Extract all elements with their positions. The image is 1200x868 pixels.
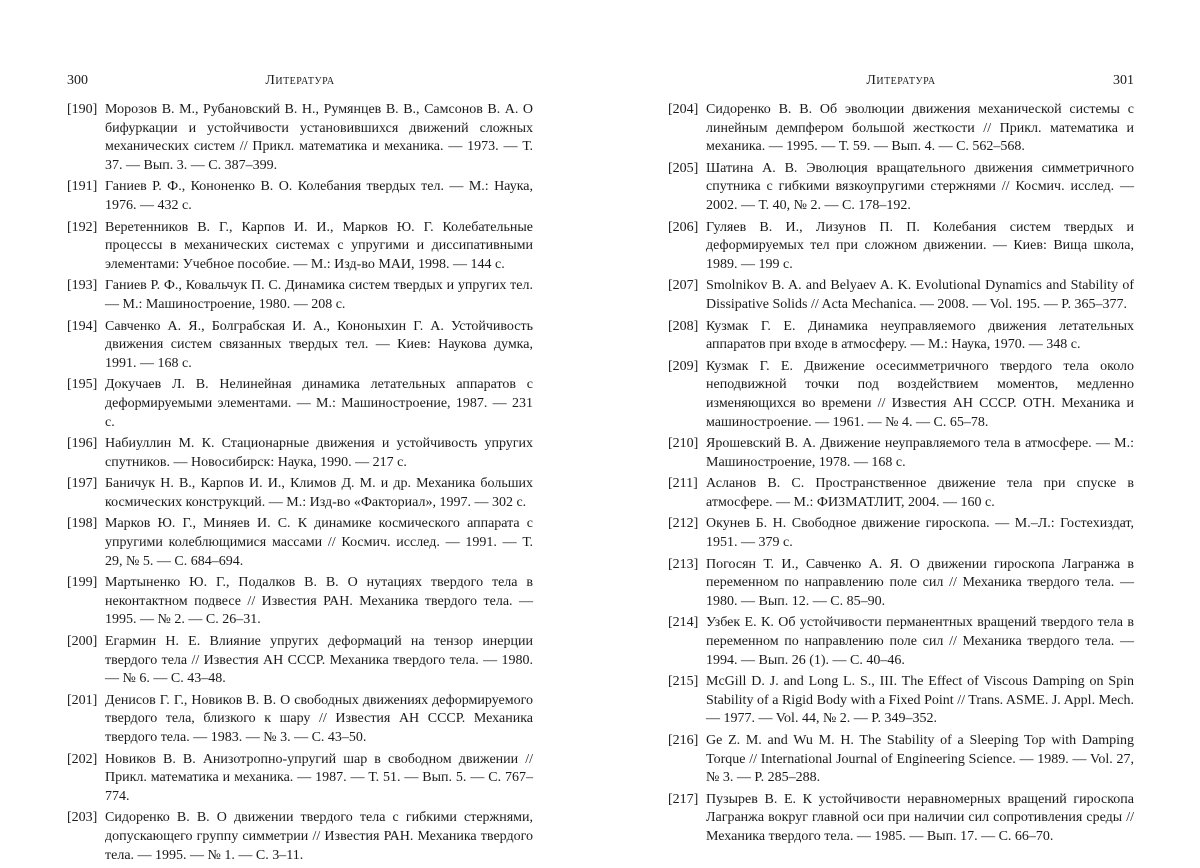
page-number-right: 301 [1113,73,1134,88]
reference-text: Веретенников В. Г., Карпов И. И., Марков Ю. Г. Колебательные процессы в механических системах с упругими и диссипативными элементами: Учебное пособие. — М.: Изд-во МАИ, 1998. — 144 с. [105,219,533,272]
reference-text: Окунев Б. Н. Свободное движение гироскопа. — М.–Л.: Гостехиздат, 1951. — 379 с. [706,516,1134,551]
reference-entry [668,219,1134,275]
reference-entry [668,515,1134,552]
reference-text: Мартыненко Ю. Г., Подалков В. В. О нутациях твердого тела в неконтактном подвесе // Известия РАН. Механика твердого тела. — 1995. — № 2. — С. 26–31. [105,575,533,628]
reference-number: [202] [67,751,98,767]
reference-text: Шатина А. В. Эволюция вращательного движения симметричного спутника с гибкими вязкоупругими стержнями // Космич. исслед. — 2002. — Т. 40, № 2. — С. 178–192. [706,160,1134,213]
reference-number: [213] [668,556,699,572]
reference-entry [67,574,533,630]
reference-number: [200] [67,634,98,650]
reference-number: [191] [67,179,98,195]
reference-entry [668,791,1134,847]
reference-text: Асланов В. С. Пространственное движение тела при спуске в атмосфере. — М.: ФИЗМАТЛИТ, 2004. — 160 с. [706,476,1134,510]
reference-text: Морозов В. М., Рубановский В. Н., Румянцев В. В., Самсонов В. А. О бифуркации и устойчивости установившихся движений сложных механических систем // Прикл. математика и механика. — 1973. — Т. 37. — Вып. 3. — С. 387–399. [105,102,533,173]
reference-text: Кузмак Г. Е. Динамика неуправляемого движения летательных аппаратов при входе в атмосферу. — М.: Наука, 1970. — 348 с. [706,318,1134,353]
reference-entry [67,515,533,571]
page-left [67,0,533,863]
reference-entry [668,475,1134,512]
reference-number: [209] [668,358,699,374]
reference-text: Ганиев Р. Ф., Кононенко В. О. Колебания твердых тел. — М.: Наука, 1976. — 432 с. [105,179,533,213]
reference-entry [67,318,533,374]
reference-number: [196] [67,436,98,452]
reference-text: Погосян Т. И., Савченко А. Я. О движении гироскопа Лагранжа в переменном по направлению поле сил // Механика твердого тела. — 1980. — Вып. 12. — С. 85–90. [706,556,1134,609]
reference-text: Егармин Н. Е. Влияние упругих деформаций на тензор инерции твердого тела // Известия АН СССР. Механика твердого тела. — 1980. — № 6. — С. 43–48. [105,634,533,687]
reference-entry [668,101,1134,157]
reference-entry [67,692,533,748]
running-title-right: Литература [866,73,936,88]
page-number-left: 300 [67,73,88,88]
reference-text: Сидоренко В. В. О движении твердого тела с гибкими стержнями, допускающего группу симметрии // Известия РАН. Механика твердого тела. — 1995. — № 1. — С. 3–11. [105,810,533,863]
reference-number: [195] [67,377,98,393]
reference-text: Денисов Г. Г., Новиков В. В. О свободных движениях деформируемого твердого тела, близкого к шару // Известия АН СССР. Механика твердого тела. — 1983. — № 3. — С. 43–50. [105,692,533,745]
running-head-left [67,71,533,91]
reference-text: Новиков В. В. Анизотропно-упругий шар в свободном движении // Прикл. математика и механика. — 1987. — Т. 51. — Вып. 5. — С. 767–774. [105,751,533,804]
reference-entry [67,809,533,865]
reference-text: Ганиев Р. Ф., Ковальчук П. С. Динамика систем твердых и упругих тел. — М.: Машиностроение, 1980. — 208 с. [105,278,533,312]
reference-entry [67,435,533,472]
reference-text: Пузырев В. Е. К устойчивости неравномерных вращений гироскопа Лагранжа вокруг главной оси при наличии сил сопротивления среды // Механика твердого тела. — 1985. — Вып. 17. — С. 66–70. [706,791,1134,844]
reference-list-right [668,101,1134,850]
reference-text: Smolnikov B. A. and Belyaev A. K. Evolutional Dynamics and Stability of Dissipative Solids // Acta Mechanica. — 2008. — Vol. 195. — P. 365–377. [706,278,1134,312]
reference-entry [668,556,1134,612]
reference-text: Ярошевский В. А. Движение неуправляемого тела в атмосфере. — М.: Машиностроение, 1978. — 168 с. [706,436,1134,470]
reference-number: [199] [67,575,98,591]
reference-text: Кузмак Г. Е. Движение осесимметричного твердого тела около неподвижной точки под воздействием моментов, медленно изменяющихся во времени // Известия АН СССР. ОТН. Механика и машиностроение. — 1961. — № 4. — С. 65–78. [706,358,1134,430]
reference-entry [67,219,533,275]
reference-text: Сидоренко В. В. Об эволюции движения механической системы с линейным демпфером большой жесткости // Прикл. математика и механика. — 1995. — Т. 59. — Вып. 4. — С. 562–568. [706,102,1134,155]
reference-entry [67,277,533,314]
reference-text: McGill D. J. and Long L. S., III. The Effect of Viscous Damping on Spin Stability of a Rigid Body with a Fixed Point // Trans. ASME. J. Appl. Mech. — 1977. — Vol. 44, № 2. — P. 349–352. [706,674,1134,727]
reference-number: [208] [668,318,699,334]
reference-number: [215] [668,674,699,690]
running-head-right [668,71,1134,91]
reference-text: Гуляев В. И., Лизунов П. П. Колебания систем твердых и деформируемых тел при сложном движении. — Киев: Вища школа, 1989. — 199 с. [706,219,1134,272]
reference-entry [67,751,533,807]
reference-text: Ge Z. M. and Wu M. H. The Stability of a Sleeping Top with Damping Torque // International Journal of Engineering Science. — 1989. — Vol. 27, № 3. — P. 285–288. [706,733,1134,786]
reference-entry [67,376,533,432]
running-title-left: Литература [265,73,335,88]
reference-text: Баничук Н. В., Карпов И. И., Климов Д. М. и др. Механика больших космических конструкций. — М.: Изд-во «Факториал», 1997. — 302 с. [105,476,533,510]
reference-number: [192] [67,219,98,235]
reference-number: [197] [67,476,98,492]
page-right [668,0,1134,850]
reference-entry [668,160,1134,216]
reference-number: [193] [67,278,98,294]
reference-entry [668,358,1134,432]
reference-entry [67,178,533,215]
reference-text: Набиуллин М. К. Стационарные движения и устойчивость упругих спутников. — Новосибирск: Наука, 1990. — 217 с. [105,436,533,470]
reference-number: [216] [668,733,699,748]
reference-entry [67,101,533,175]
reference-entry [668,277,1134,314]
reference-entry [67,475,533,512]
reference-number: [217] [668,791,699,807]
reference-number: [206] [668,219,699,235]
reference-list-left [67,101,533,868]
reference-number: [201] [67,692,98,708]
reference-number: [214] [668,615,699,631]
reference-number: [211] [668,476,698,492]
reference-number: [207] [668,278,699,294]
reference-number: [194] [67,318,98,334]
reference-number: [210] [668,436,699,452]
reference-number: [205] [668,160,699,176]
reference-entry [668,614,1134,670]
reference-entry [668,318,1134,355]
reference-entry [668,732,1134,788]
reference-entry [67,633,533,689]
reference-text: Савченко А. Я., Болграбская И. А., Кононыхин Г. А. Устойчивость движения систем связанных твердых тел. — Киев: Наукова думка, 1991. — 168 с. [105,318,533,371]
reference-text: Докучаев Л. В. Нелинейная динамика летательных аппаратов с деформируемыми элементами. — М.: Машиностроение, 1987. — 231 с. [105,377,533,430]
reference-number: [203] [67,810,98,826]
reference-text: Узбек Е. К. Об устойчивости перманентных вращений твердого тела в переменном по направлению поле сил // Механика твердого тела. — 1994. — Вып. 26 (1). — С. 40–46. [706,615,1134,668]
reference-number: [212] [668,516,699,532]
reference-entry [668,435,1134,472]
reference-entry [668,673,1134,729]
reference-number: [190] [67,102,98,117]
reference-text: Марков Ю. Г., Миняев И. С. К динамике космического аппарата с упругими колеблющимися массами // Космич. исслед. — 1991. — Т. 29, № 5. — С. 684–694. [105,516,533,569]
reference-number: [198] [67,516,98,532]
reference-number: [204] [668,102,699,117]
